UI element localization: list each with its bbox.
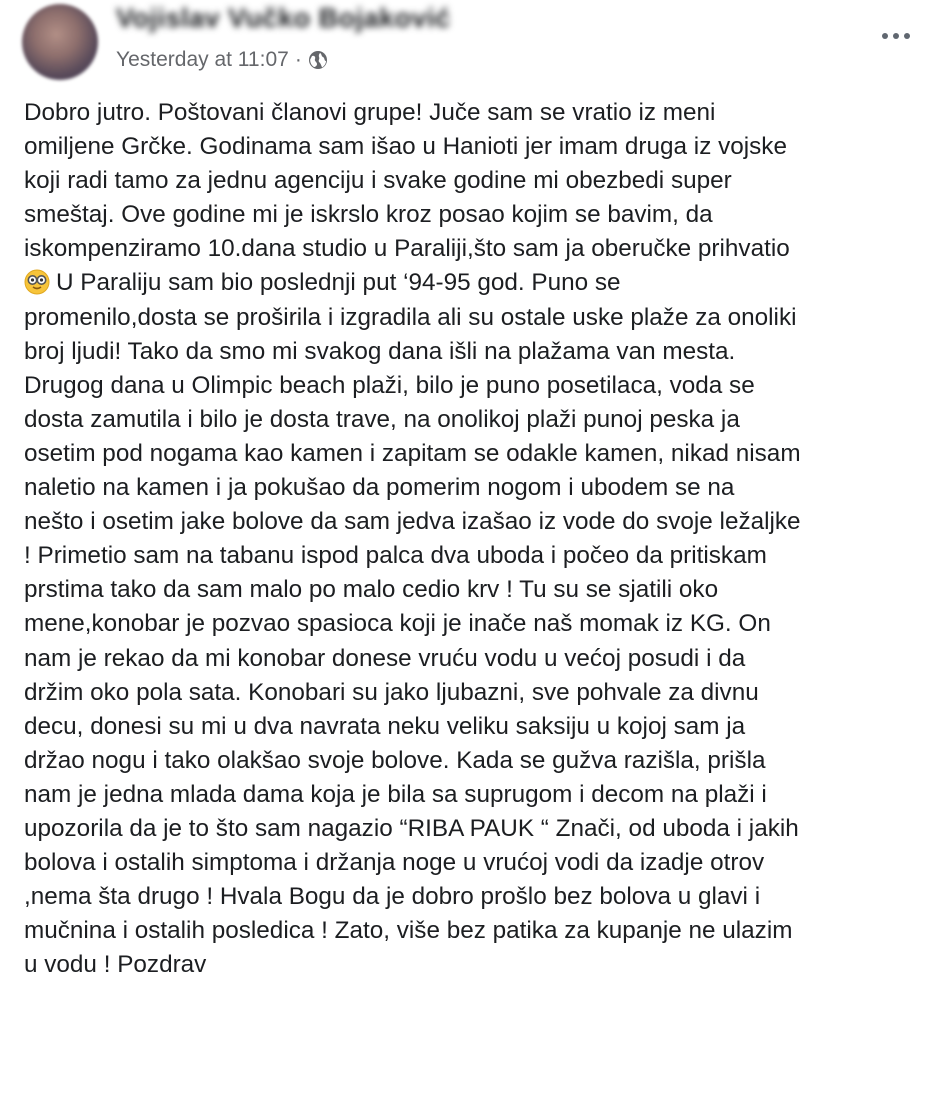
post-text-segment: prstima tako da sam malo po malo cedio krv ! Tu su se sjatili oko — [24, 576, 719, 604]
post-text-line — [24, 130, 936, 164]
post-text-segment: nešto i osetim jake bolove da sam jedva izašao iz vode do svoje ležaljke — [24, 508, 801, 536]
post-text-segment: držim oko pola sata. Konobari su jako ljubazni, sve pohvale za divnu — [24, 678, 759, 706]
post-meta — [116, 46, 328, 74]
post-text-line — [24, 437, 936, 471]
post-text-segment: broj ljudi! Tako da smo mi svakog dana išli na plažama van mesta. — [24, 337, 736, 365]
post-text-line — [24, 642, 936, 676]
post-text-segment: naletio na kamen i ja pokušao da pomerim nogom i ubodem se na — [24, 474, 735, 502]
post-text-segment: u vodu ! Pozdrav — [24, 951, 207, 979]
post-text-line — [24, 846, 936, 880]
post-text-line — [24, 369, 936, 403]
post-text-segment: Drugog dana u Olimpic beach plaži, bilo je puno posetilaca, voda se — [24, 371, 755, 399]
post-text-line — [24, 96, 936, 130]
post-text-segment: ! Primetio sam na tabanu ispod palca dva uboda i počeo da pritiskam — [24, 542, 767, 570]
post-text-segment: ,nema šta drugo ! Hvala Bogu da je dobro prošlo bez bolova u glavi i — [24, 883, 761, 911]
post-text-segment: dosta zamutila i bilo je dosta trave, na onolikoj plaži punoj peska ja — [24, 405, 740, 433]
post-text-segment: Dobro jutro. Poštovani članovi grupe! Juče sam se vratio iz meni — [24, 99, 716, 126]
post-text-segment: upozorila da je to što sam nagazio “RIBA PAUK “ Znači, od uboda i jakih — [24, 814, 799, 842]
post-body — [24, 96, 936, 982]
post-text-line — [24, 164, 936, 198]
post-text-line — [24, 744, 936, 778]
post-text-line — [24, 301, 936, 335]
post-text-line — [24, 198, 936, 232]
post-timestamp[interactable]: Yesterday at 11:07 — [116, 48, 289, 71]
post-text-line — [24, 335, 936, 369]
nerd-face-emoji-icon — [24, 269, 50, 295]
post-text-line — [24, 607, 936, 641]
post-text-segment: U Paraliju sam bio poslednji put ‘94-95 god. Puno se — [56, 269, 621, 297]
post-text-segment: promenilo,dosta se proširila i izgradila ali su ostale uske plaže za onoliki — [24, 303, 797, 331]
post-text-line — [24, 266, 936, 300]
author-name[interactable]: Vojislav Vučko Bojaković — [116, 3, 451, 33]
post-text-segment: osetim pod nogama kao kamen i zapitam se odakle kamen, nikad nisam — [24, 439, 801, 467]
post-text-segment: iskompenziramo 10.dana studio u Paraliji,što sam ja oberučke prihvatio — [24, 235, 790, 263]
post-text-line — [24, 676, 936, 710]
meta-separator: · — [294, 48, 302, 71]
post-text-line — [24, 232, 936, 266]
post-text-segment: koji radi tamo za jednu agenciju i svake godine mi obezbedi super — [24, 167, 732, 195]
more-horizontal-icon — [882, 33, 910, 39]
post-text-line — [24, 948, 936, 982]
more-options-button[interactable] — [872, 18, 920, 54]
post-text-segment: nam je jedna mlada dama koja je bila sa suprugom i decom na plaži i — [24, 780, 767, 808]
post-text-line — [24, 403, 936, 437]
post-text-line — [24, 710, 936, 744]
post-text-line — [24, 778, 936, 812]
post-text-line — [24, 812, 936, 846]
post-text-line — [24, 471, 936, 505]
post-text-segment: mučnina i ostalih posledica ! Zato, više bez patika za kupanje ne ulazim — [24, 917, 793, 945]
post-text-segment: bolova i ostalih simptoma i držanja noge u vrućoj vodi da izadje otrov — [24, 849, 765, 877]
post-text-segment: nam je rekao da mi konobar donese vruću vodu u većoj posudi i da — [24, 644, 746, 672]
globe-icon[interactable] — [308, 50, 328, 70]
post-text-segment: smeštaj. Ove godine mi je iskrslo kroz posao kojim se bavim, da — [24, 201, 713, 229]
post-text-line — [24, 880, 936, 914]
avatar[interactable] — [22, 4, 98, 80]
post-text-line — [24, 539, 936, 573]
post-text-segment: decu, donesi su mi u dva navrata neku veliku saksiju u kojoj sam ja — [24, 712, 746, 740]
post-text-line — [24, 914, 936, 948]
post-text-segment: omiljene Grčke. Godinama sam išao u Hanioti jer imam druga iz vojske — [24, 133, 787, 161]
post-text-line — [24, 505, 936, 539]
post-text-segment: držao nogu i tako olakšao svoje bolove. Kada se gužva razišla, prišla — [24, 746, 766, 774]
post-text-segment: mene,konobar je pozvao spasioca koji je inače naš momak iz KG. On — [24, 610, 771, 638]
post-text-line — [24, 573, 936, 607]
